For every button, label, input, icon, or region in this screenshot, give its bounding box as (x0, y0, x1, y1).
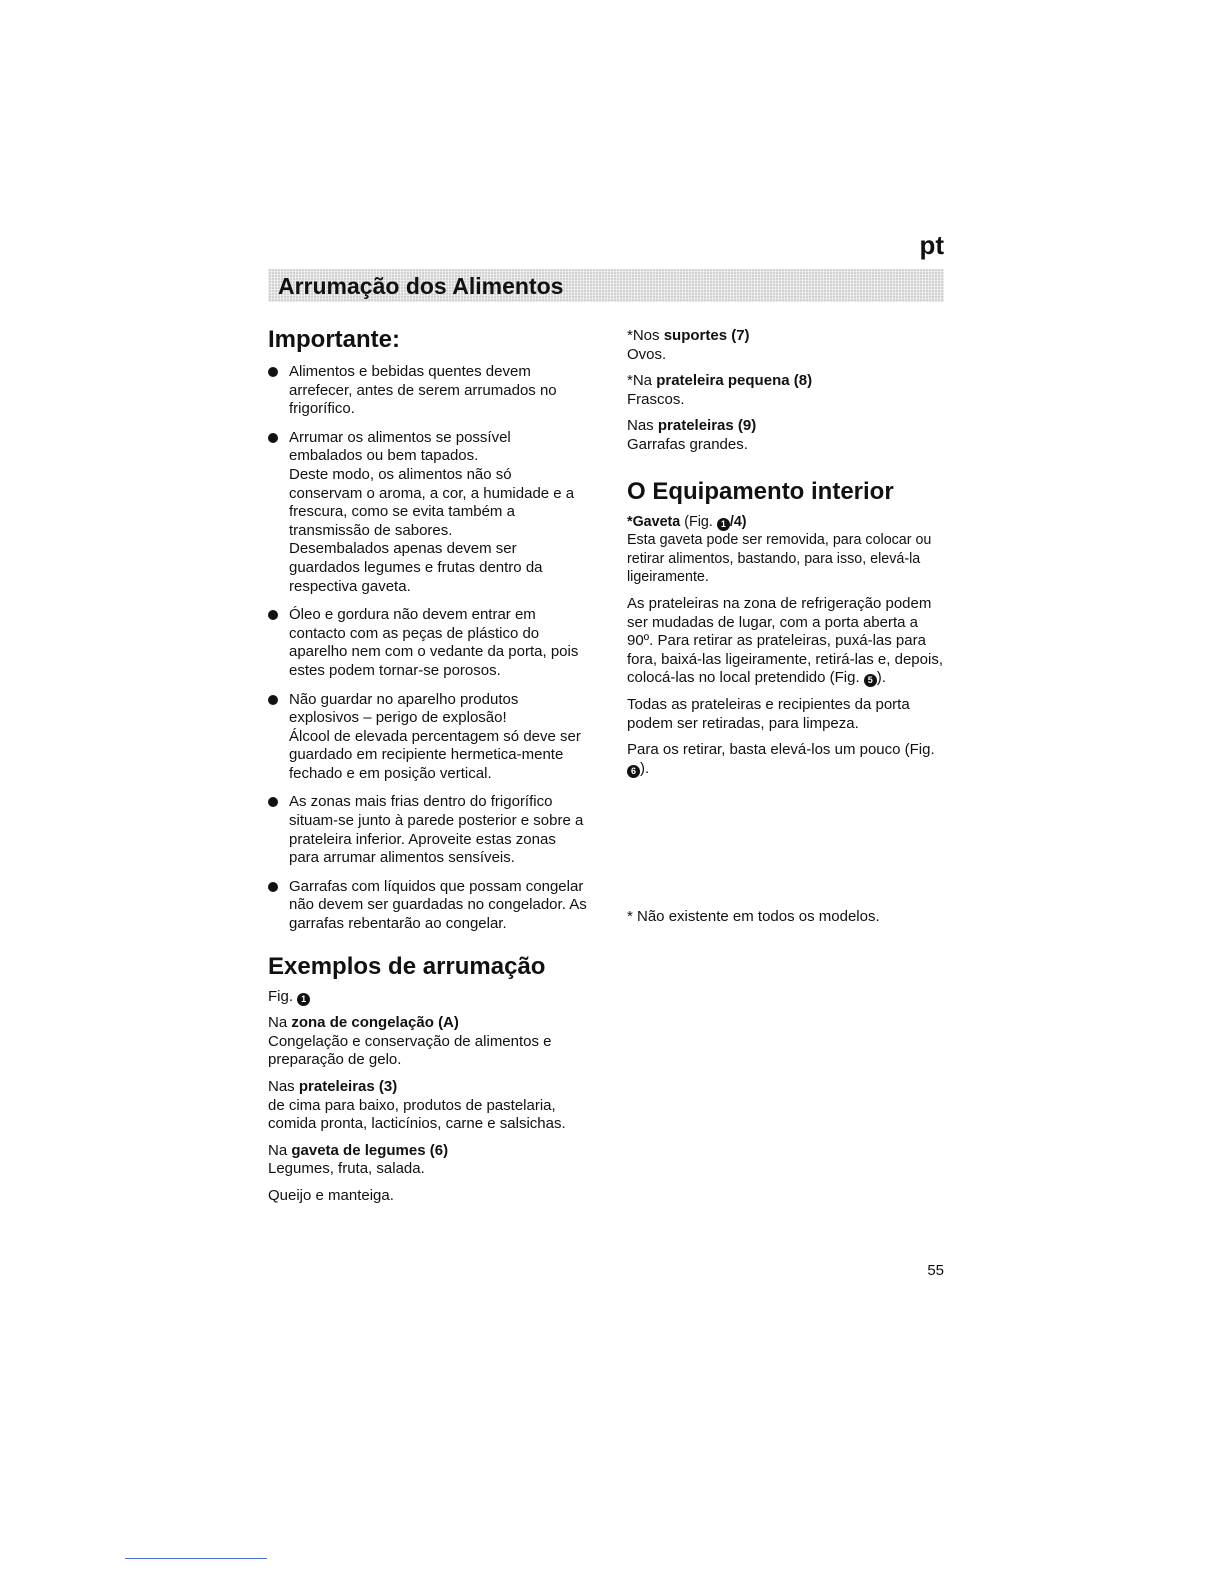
bullet-icon (268, 882, 278, 892)
footnote: * Não existente em todos os modelos. (627, 908, 880, 925)
removal-paragraph: Para os retirar, basta elevá-los um pouco (Fig. 6 ). (627, 741, 935, 777)
list-item-text: Alimentos e bebidas quentes devem arrefecer, antes de serem arrumados no frigorífico. (289, 363, 557, 418)
language-code: pt (919, 230, 944, 260)
page-number: 55 (927, 1262, 944, 1279)
bullet-icon (268, 367, 278, 377)
bullet-icon (268, 433, 278, 443)
figure-number-icon: 1 (717, 518, 730, 531)
exemplos-heading: Exemplos de arrumação (268, 952, 546, 980)
list-item-text: Garrafas com líquidos que possam congelar não devem ser guardadas no congelador. As garrafas rebentarão ao congelar. (289, 877, 587, 933)
list-item-text: Não guardar no aparelho produtos explosivos – perigo de explosão! (289, 690, 519, 727)
list-item-text: Desembalados apenas devem ser guardados legumes e frutas dentro da respectiva gaveta. (289, 540, 543, 595)
example-small-shelf: *Na prateleira pequena (8) Frascos. (627, 372, 813, 408)
bullet-icon (268, 695, 278, 705)
left-column (268, 325, 588, 1214)
important-list (268, 363, 588, 934)
importante-heading: Importante: (268, 326, 400, 353)
list-item-text: Deste modo, os alimentos não só conservam o aroma, a cor, a humidade e a frescura, como se evita também a transmissão de sabores. (289, 465, 575, 539)
example-shelves: Nas prateleiras (3) de cima para baixo, produtos de pastelaria, comida pronta, lacticínios, carne e salsichas. (268, 1078, 566, 1133)
section-banner (268, 269, 944, 302)
equipamento-heading: O Equipamento interior (627, 477, 894, 505)
gaveta-paragraph: *Gaveta (Fig. 1 /4) Esta gaveta pode ser removida, para colocar ou retirar alimentos, bastando, para isso, elevá-la ligeiramente. (627, 513, 932, 586)
right-column (627, 327, 947, 786)
example-vegetable-drawer: Na gaveta de legumes (6) Legumes, fruta, salada. (268, 1141, 449, 1178)
list-item (268, 691, 588, 784)
cleaning-paragraph: Todas as prateleiras e recipientes da porta podem ser retiradas, para limpeza. (627, 695, 910, 732)
figure-reference: Fig. 1 (268, 988, 588, 1007)
list-item-text: As zonas mais frias dentro do frigorífico situam-se junto à parede posterior e sobre a prateleira inferior. Aproveite estas zonas para arrumar alimentos sensíveis. (289, 793, 584, 867)
list-item (268, 429, 588, 596)
list-item (268, 606, 588, 680)
list-item (268, 878, 588, 934)
list-item-text: Álcool de elevada percentagem só deve ser guardado em recipiente hermetica-mente fechado e em posição vertical. (289, 727, 581, 782)
bullet-icon (268, 797, 278, 807)
example-supports: *Nos suportes (7) Ovos. (627, 327, 750, 363)
section-title: Arrumação dos Alimentos (278, 273, 564, 299)
list-item-text: Arrumar os alimentos se possível embalados ou bem tapados. (289, 428, 511, 465)
list-item-text: Óleo e gordura não devem entrar em contacto com as peças de plástico do aparelho nem com o vedante da porta, pois estes podem tornar-se porosos. (289, 606, 579, 679)
list-item (268, 793, 588, 867)
example-freezer: Na zona de congelação (A) Congelação e conservação de alimentos e preparação de gelo. (268, 1014, 552, 1069)
divider (125, 1558, 267, 1559)
figure-number-icon: 6 (627, 765, 640, 778)
figure-number-icon: 5 (864, 674, 877, 687)
bullet-icon (268, 610, 278, 620)
list-item (268, 363, 588, 419)
example-bottle-shelves: Nas prateleiras (9) Garrafas grandes. (627, 417, 757, 453)
shelves-paragraph: As prateleiras na zona de refrigeração podem ser mudadas de lugar, com a porta aberta a 90º. Para retirar as prateleiras, puxá-las para fora, baixá-las ligeiramente, retirá-las e, depois, colocá-las no local pretendido (Fig. 5 ). (627, 594, 943, 687)
figure-number-icon: 1 (297, 993, 310, 1006)
example-cheese: Queijo e manteiga. (268, 1186, 394, 1204)
